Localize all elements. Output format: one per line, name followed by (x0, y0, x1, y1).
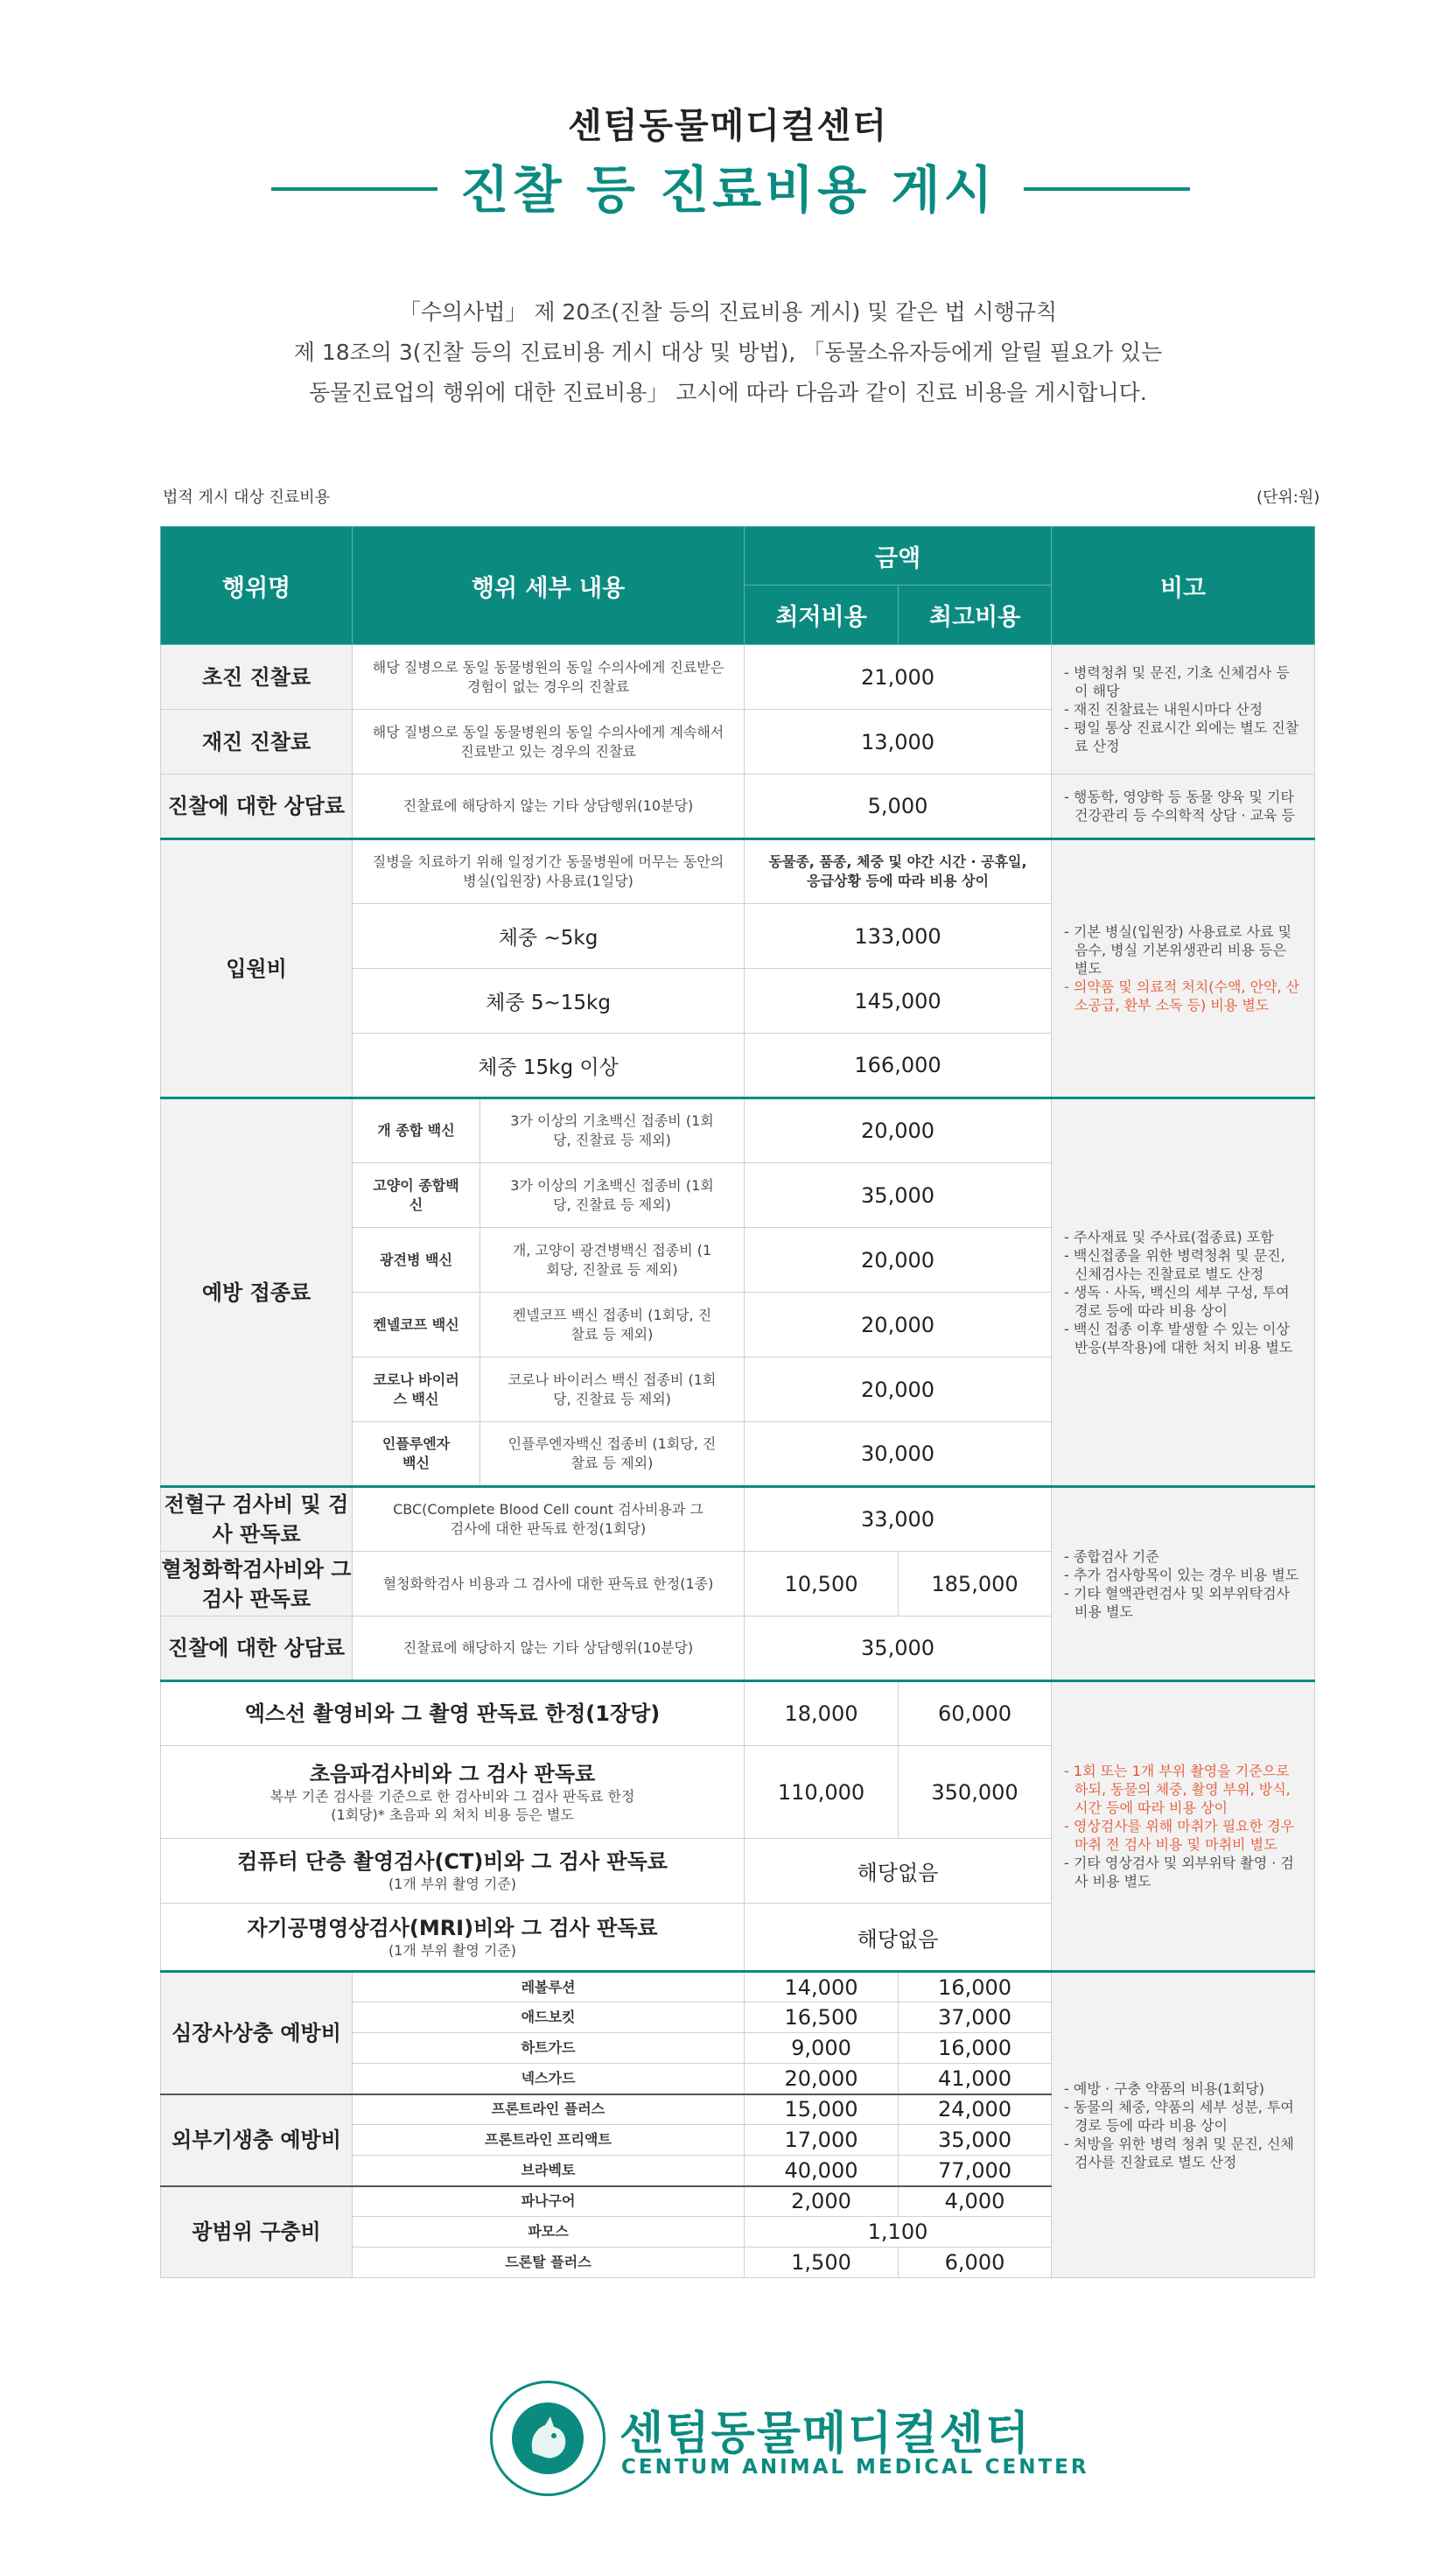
note-line: - 병력청취 및 문진, 기초 신체검사 등이 해당 (1064, 664, 1290, 699)
note-line: - 행동학, 영양학 등 동물 양육 및 기타 건강관리 등 수의학적 상담 · 교육 등 (1064, 789, 1296, 824)
row-value: 21,000 (745, 645, 1052, 710)
imaging-sub: 복부 기존 검사를 기준으로 한 검사비와 그 검사 판독료 한정 (1회당)* 초음파 외 처치 비용 등은 별도 (270, 1787, 635, 1823)
table-label: 법적 게시 대상 진료비용 (163, 488, 331, 507)
vaccine-sub: 광견병 백신 (353, 1228, 480, 1293)
imaging-title: 초음파검사비와 그 검사 판독료 (309, 1761, 596, 1786)
hosp-row-value: 166,000 (745, 1034, 1052, 1098)
lab-detail: 혈청화학검사 비용과 그 검사에 대한 판독료 한정(1종) (353, 1552, 745, 1617)
intro-line: 동물진료업의 행위에 대한 진료비용」 고시에 따라 다음과 같이 진료 비용을 게시합니다. (309, 380, 1147, 405)
lab-value: 35,000 (745, 1617, 1052, 1681)
imaging-value: 해당없음 (745, 1904, 1052, 1972)
col-detail: 행위 세부 내용 (353, 527, 745, 645)
product-name: 하트가드 (353, 2033, 745, 2064)
lab-value: 33,000 (745, 1487, 1052, 1552)
product-name: 브라벡토 (353, 2156, 745, 2186)
note-line: - 생독 · 사독, 백신의 세부 구성, 투여 경로 등에 따라 비용 상이 (1064, 1284, 1290, 1319)
hosp-row-value: 133,000 (745, 904, 1052, 969)
lab-min: 10,500 (745, 1552, 899, 1617)
vaccine-detail: 코로나 바이러스 백신 접종비 (1회당, 진찰료 등 제외) (480, 1357, 745, 1422)
col-max: 최고비용 (899, 586, 1052, 645)
product-max: 35,000 (899, 2125, 1052, 2156)
note-line: - 주사재료 및 주사료(접종료) 포함 (1064, 1229, 1274, 1245)
note-line-highlight: - 영상검사를 위해 마취가 필요한 경우 마취 전 검사 비용 및 마취비 별도 (1064, 1818, 1295, 1853)
vaccine-sub: 켄넬코프 백신 (353, 1293, 480, 1357)
intro-line: 「수의사법」 제 20조(진찰 등의 진료비용 게시) 및 같은 법 시행규칙 (398, 299, 1058, 325)
footer-name: 센텀동물메디컬센터 (620, 2408, 1032, 2460)
product-min: 14,000 (745, 1972, 899, 2002)
vaccine-sub: 고양이 종합백신 (353, 1163, 480, 1228)
hosp-note (1052, 839, 1315, 1098)
hosp-price-note: 동물종, 품종, 체중 및 야간 시간 · 공휴일, 응급상황 등에 따라 비용 상이 (745, 839, 1052, 904)
hosp-row-detail: 체중 ~5kg (353, 904, 745, 969)
product-name: 프론트라인 프리액트 (353, 2125, 745, 2156)
vaccine-detail: 3가 이상의 기초백신 접종비 (1회당, 진찰료 등 제외) (480, 1163, 745, 1228)
lab-name: 진찰에 대한 상담료 (161, 1617, 353, 1681)
imaging-min: 110,000 (745, 1746, 899, 1839)
logo-emblem (490, 2381, 606, 2496)
col-amount: 금액 (745, 527, 1052, 586)
note-line: - 예방 · 구충 약품의 비용(1회당) (1064, 2080, 1265, 2097)
row-detail: 진찰료에 해당하지 않는 기타 상담행위(10분당) (353, 775, 745, 839)
fee-table (160, 526, 1315, 2278)
vaccine-detail: 3가 이상의 기초백신 접종비 (1회당, 진찰료 등 제외) (480, 1098, 745, 1163)
product-max: 41,000 (899, 2064, 1052, 2094)
product-max: 16,000 (899, 1972, 1052, 2002)
note-line: - 재진 진찰료는 내원시마다 산정 (1064, 701, 1264, 718)
product-value: 1,100 (745, 2217, 1052, 2248)
lab-detail: 진찰료에 해당하지 않는 기타 상담행위(10분당) (353, 1617, 745, 1681)
note-line: - 백신접종을 위한 병력청취 및 문진, 신체검사는 진찰료로 별도 산정 (1064, 1247, 1285, 1282)
product-max: 6,000 (899, 2248, 1052, 2278)
product-min: 20,000 (745, 2064, 899, 2094)
hosp-row-detail: 체중 5~15kg (353, 969, 745, 1034)
row-name: 재진 진찰료 (161, 710, 353, 775)
product-max: 4,000 (899, 2186, 1052, 2217)
product-max: 77,000 (899, 2156, 1052, 2186)
product-min: 40,000 (745, 2156, 899, 2186)
note-line: - 평일 통상 진료시간 외에는 별도 진찰료 산정 (1064, 719, 1299, 754)
intro-text (0, 292, 1456, 413)
page-title: 진찰 등 진료비용 게시 (459, 160, 997, 220)
vaccine-sub: 코로나 바이러스 백신 (353, 1357, 480, 1422)
vaccine-sub: 인플루엔자 백신 (353, 1422, 480, 1487)
imaging-min: 18,000 (745, 1681, 899, 1746)
product-name: 프론트라인 플러스 (353, 2094, 745, 2125)
product-min: 16,500 (745, 2002, 899, 2033)
vaccine-value: 35,000 (745, 1163, 1052, 1228)
lab-name: 혈청화학검사비와 그 검사 판독료 (161, 1552, 353, 1617)
imaging-title: 컴퓨터 단층 촬영검사(CT)비와 그 검사 판독료 (237, 1849, 668, 1874)
vaccine-name: 예방 접종료 (161, 1098, 353, 1487)
imaging-value: 해당없음 (745, 1839, 1052, 1904)
footer-english: CENTUM ANIMAL MEDICAL CENTER (621, 2456, 1089, 2479)
product-min: 17,000 (745, 2125, 899, 2156)
note-line: - 동물의 체중, 약품의 세부 성분, 투여경로 등에 따라 비용 상이 (1064, 2098, 1294, 2134)
product-min: 2,000 (745, 2186, 899, 2217)
note-line: - 기타 혈액관련검사 및 외부위탁검사 비용 별도 (1064, 1584, 1290, 1620)
parasite-group-name: 광범위 구충비 (161, 2186, 353, 2278)
lab-note (1052, 1487, 1315, 1681)
col-name: 행위명 (161, 527, 353, 645)
vaccine-note (1052, 1098, 1315, 1487)
product-name: 넥스가드 (353, 2064, 745, 2094)
note-line-highlight: - 의약품 및 의료적 처치(수액, 안약, 산소공급, 환부 소독 등) 비용 별도 (1064, 978, 1300, 1013)
row-detail: 해당 질병으로 동일 동물병원의 동일 수의사에게 계속해서 진료받고 있는 경우의 진찰료 (353, 710, 745, 775)
lab-detail: CBC(Complete Blood Cell count 검사비용과 그 검사에 대한 판독료 한정(1회당) (353, 1487, 745, 1552)
product-name: 파모스 (353, 2217, 745, 2248)
note-line: - 기본 병실(입원장) 사용료로 사료 및 음수, 병실 기본위생관리 비용 등은 별도 (1064, 923, 1292, 977)
hosp-row-detail: 체중 15kg 이상 (353, 1034, 745, 1098)
vaccine-sub: 개 종합 백신 (353, 1098, 480, 1163)
product-name: 애드보킷 (353, 2002, 745, 2033)
unit-label: (단위:원) (1256, 488, 1320, 507)
vaccine-value: 20,000 (745, 1228, 1052, 1293)
imaging-sub: (1개 부위 촬영 기준) (388, 1941, 517, 1959)
note-line: - 기타 영상검사 및 외부위탁 촬영 · 검사 비용 별도 (1064, 1855, 1294, 1890)
note-line: - 처방을 위한 병력 청취 및 문진, 신체검사를 진찰료로 별도 산정 (1064, 2135, 1294, 2171)
row-name: 진찰에 대한 상담료 (161, 775, 353, 839)
consult-note (1052, 645, 1315, 775)
consult-note-2 (1052, 775, 1315, 839)
col-min: 최저비용 (745, 586, 899, 645)
dog-icon (512, 2402, 584, 2474)
hosp-row-value: 145,000 (745, 969, 1052, 1034)
hospital-name: 센텀동물메디컬센터 (568, 106, 888, 146)
imaging-title: 자기공명영상검사(MRI)비와 그 검사 판독료 (247, 1915, 658, 1940)
imaging-sub: (1개 부위 촬영 기준) (388, 1876, 517, 1892)
title-line-right (1024, 187, 1190, 191)
imaging-max: 60,000 (899, 1681, 1052, 1746)
note-line: - 추가 검사항목이 있는 경우 비용 별도 (1064, 1566, 1299, 1583)
hosp-name: 입원비 (161, 839, 353, 1098)
note-line: - 종합검사 기준 (1064, 1547, 1159, 1565)
footer-logo (490, 2381, 1089, 2503)
product-min: 1,500 (745, 2248, 899, 2278)
vaccine-value: 20,000 (745, 1357, 1052, 1422)
product-min: 9,000 (745, 2033, 899, 2064)
row-value: 13,000 (745, 710, 1052, 775)
vaccine-value: 30,000 (745, 1422, 1052, 1487)
product-name: 레볼루션 (353, 1972, 745, 2002)
imaging-max: 350,000 (899, 1746, 1052, 1839)
imaging-name (161, 1904, 745, 1972)
product-max: 37,000 (899, 2002, 1052, 2033)
parasite-note (1052, 1972, 1315, 2278)
imaging-name (161, 1839, 745, 1904)
product-name: 드론탈 플러스 (353, 2248, 745, 2278)
product-max: 16,000 (899, 2033, 1052, 2064)
product-min: 15,000 (745, 2094, 899, 2125)
vaccine-detail: 인플루엔자백신 접종비 (1회당, 진찰료 등 제외) (480, 1422, 745, 1487)
row-value: 5,000 (745, 775, 1052, 839)
parasite-group-name: 외부기생충 예방비 (161, 2094, 353, 2186)
lab-name: 전혈구 검사비 및 검사 판독료 (161, 1487, 353, 1552)
hosp-detail: 질병을 치료하기 위해 일정기간 동물병원에 머무는 동안의 병실(입원장) 사용료(1일당) (353, 839, 745, 904)
vaccine-detail: 켄넬코프 백신 접종비 (1회당, 진찰료 등 제외) (480, 1293, 745, 1357)
vaccine-value: 20,000 (745, 1293, 1052, 1357)
note-line-highlight: - 1회 또는 1개 부위 촬영을 기준으로 하되, 동물의 체중, 촬영 부위, 방식, 시간 등에 따라 비용 상이 (1064, 1763, 1291, 1816)
intro-line: 제 18조의 3(진찰 등의 진료비용 게시 대상 및 방법), 「동물소유자등에게 알릴 필요가 있는 (293, 340, 1163, 365)
imaging-note (1052, 1681, 1315, 1972)
imaging-name (161, 1746, 745, 1839)
row-detail: 해당 질병으로 동일 동물병원의 동일 수의사에게 진료받은 경험이 없는 경우의 진찰료 (353, 645, 745, 710)
product-name: 파나구어 (353, 2186, 745, 2217)
parasite-group-name: 심장사상충 예방비 (161, 1972, 353, 2094)
imaging-name: 엑스선 촬영비와 그 촬영 판독료 한정(1장당) (161, 1681, 745, 1746)
row-name: 초진 진찰료 (161, 645, 353, 710)
vaccine-detail: 개, 고양이 광견병백신 접종비 (1회당, 진찰료 등 제외) (480, 1228, 745, 1293)
vaccine-value: 20,000 (745, 1098, 1052, 1163)
note-line: - 백신 접종 이후 발생할 수 있는 이상반응(부작용)에 대한 처치 비용 별도 (1064, 1321, 1293, 1356)
product-max: 24,000 (899, 2094, 1052, 2125)
lab-max: 185,000 (899, 1552, 1052, 1617)
col-note: 비고 (1052, 527, 1315, 645)
